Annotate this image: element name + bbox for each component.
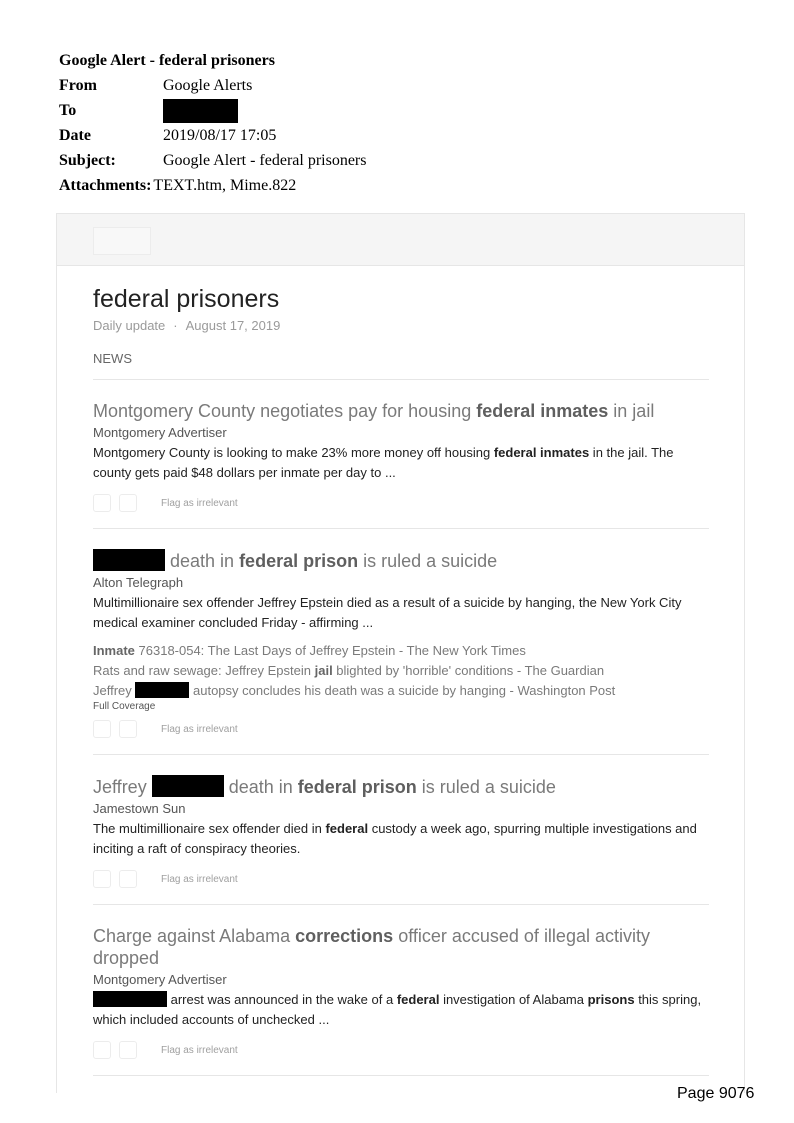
subtitle-separator: ·	[173, 318, 178, 333]
subject-value: Google Alert - federal prisoners	[163, 151, 367, 169]
item-actions	[93, 493, 709, 513]
news-item-snippet: The multimillionaire sex offender died in federal custody a week ago, spurring multiple investigations and inciting a raft of conspiracy theories.	[93, 821, 697, 856]
news-item-source: Jamestown Sun	[93, 801, 186, 816]
news-item	[93, 529, 709, 755]
email-title: Google Alert - federal prisoners	[59, 51, 275, 69]
news-item	[93, 380, 709, 529]
email-header	[59, 48, 366, 198]
news-item	[93, 755, 709, 905]
news-item	[93, 905, 709, 1076]
google-logo-placeholder-icon	[93, 227, 151, 255]
related-article-link[interactable]: Rats and raw sewage: Jeffrey Epstein jail blighted by 'horrible' conditions - The Guardian	[93, 663, 605, 678]
alert-card	[56, 213, 745, 1093]
news-item-source: Montgomery Advertiser	[93, 425, 227, 440]
alert-content	[93, 265, 709, 1076]
full-coverage-link[interactable]: Full Coverage	[93, 701, 156, 712]
share-facebook-icon[interactable]	[119, 870, 137, 888]
flag-irrelevant-link[interactable]: Flag as irrelevant	[161, 723, 238, 735]
alert-subtitle	[93, 318, 709, 333]
subject-row	[59, 148, 366, 173]
flag-irrelevant-link[interactable]: Flag as irrelevant	[161, 497, 238, 509]
attachments-label: Attachments:	[59, 176, 152, 194]
related-article-link[interactable]: Jeffrey autopsy concludes his death was a suicide by hanging - Washington Post	[93, 683, 616, 698]
alert-frequency: Daily update	[93, 318, 166, 333]
related-article-link[interactable]: Inmate 76318-054: The Last Days of Jeffrey Epstein - The New York Times	[93, 643, 526, 658]
share-google-plus-icon[interactable]	[93, 494, 111, 512]
news-item-title-link[interactable]: Jeffrey death in federal prison is ruled a suicide	[93, 777, 556, 797]
share-google-plus-icon[interactable]	[93, 1041, 111, 1059]
item-actions	[93, 719, 709, 739]
from-row	[59, 73, 366, 98]
news-item-snippet: arrest was announced in the wake of a federal investigation of Alabama prisons this spring, which included accounts of unchecked ...	[93, 992, 702, 1027]
redaction-box	[93, 991, 167, 1007]
alert-date: August 17, 2019	[185, 318, 281, 333]
subject-label: Subject:	[59, 151, 116, 169]
date-value: 2019/08/17 17:05	[163, 126, 277, 144]
section-label-news: NEWS	[93, 351, 709, 380]
attachments-value: TEXT.htm, Mime.822	[153, 176, 297, 194]
attachments-row	[59, 173, 366, 198]
redaction-box	[152, 775, 224, 797]
share-facebook-icon[interactable]	[119, 1041, 137, 1059]
flag-irrelevant-link[interactable]: Flag as irrelevant	[161, 873, 238, 885]
share-facebook-icon[interactable]	[119, 720, 137, 738]
redaction-box	[163, 99, 238, 123]
to-row	[59, 98, 366, 123]
news-item-source: Alton Telegraph	[93, 575, 184, 590]
news-item-snippet: Multimillionaire sex offender Jeffrey Epstein died as a result of a suicide by hanging, the New York City medical examiner concluded Friday - affirming ...	[93, 595, 682, 630]
card-header-bar	[57, 214, 744, 266]
news-item-title-link[interactable]: Charge against Alabama corrections officer accused of illegal activity dropped	[93, 926, 650, 968]
item-actions	[93, 1040, 709, 1060]
redaction-box	[135, 682, 189, 698]
share-google-plus-icon[interactable]	[93, 870, 111, 888]
news-item-snippet: Montgomery County is looking to make 23% more money off housing federal inmates in the jail. The county gets paid $48 dollars per inmate per day to ...	[93, 445, 674, 480]
date-row	[59, 123, 366, 148]
news-item-title-link[interactable]: death in federal prison is ruled a suicide	[93, 549, 709, 572]
news-item-source: Montgomery Advertiser	[93, 972, 227, 987]
alert-query-title: federal prisoners	[93, 285, 280, 313]
news-item-title-link[interactable]: Montgomery County negotiates pay for housing federal inmates in jail	[93, 401, 655, 421]
flag-irrelevant-link[interactable]: Flag as irrelevant	[161, 1044, 238, 1056]
from-label: From	[59, 76, 97, 94]
redaction-box	[93, 549, 165, 571]
date-label: Date	[59, 126, 91, 144]
related-articles	[93, 641, 709, 701]
page-number: Page 9076	[677, 1085, 755, 1102]
item-actions	[93, 869, 709, 889]
share-facebook-icon[interactable]	[119, 494, 137, 512]
from-value: Google Alerts	[163, 76, 253, 94]
to-label: To	[59, 101, 77, 119]
share-google-plus-icon[interactable]	[93, 720, 111, 738]
